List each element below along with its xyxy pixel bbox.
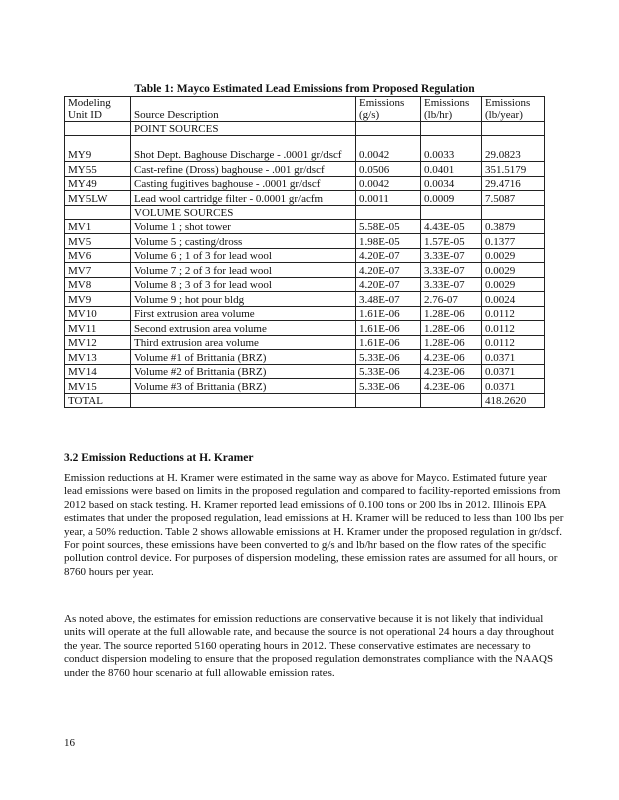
section-heading: 3.2 Emission Reductions at H. Kramer — [64, 452, 254, 464]
emissions-lbyr: 0.0371 — [482, 379, 545, 394]
table-row — [65, 234, 545, 249]
emissions-lbhr: 0.0033 — [421, 136, 482, 162]
emissions-gs: 0.0506 — [356, 162, 421, 177]
table-row — [65, 306, 545, 321]
table-row — [65, 379, 545, 394]
emissions-lbhr: 4.23E-06 — [421, 364, 482, 379]
emissions-gs: 4.20E-07 — [356, 277, 421, 292]
emissions-gs: 1.61E-06 — [356, 335, 421, 350]
emissions-gs: 5.58E-05 — [356, 219, 421, 234]
emissions-lbhr: 2.76-07 — [421, 292, 482, 307]
body-paragraph: As noted above, the estimates for emission reductions are conservative because it is not likely that individual units will operate at the full allowable rate, and because the source is not operational 24 hours a day throughout the year. The source reported 5160 operating hours in 2012. These conservative estimates are necessary to conduct dispersion modeling to ensure that the proposed regulation demonstrates compliance with the NAAQS under the 8760 hour scenario at full allowable emission rates. — [64, 613, 554, 679]
section-label: POINT SOURCES — [131, 122, 356, 136]
table-title: Table 1: Mayco Estimated Lead Emissions from Proposed Regulation — [134, 83, 475, 95]
emissions-lbhr: 4.23E-06 — [421, 350, 482, 365]
emissions-table — [64, 96, 545, 408]
emissions-gs: 1.98E-05 — [356, 234, 421, 249]
emissions-lbyr: 0.0029 — [482, 263, 545, 278]
unit-id: MV15 — [65, 379, 131, 394]
source-description: Volume 9 ; hot pour bldg — [131, 292, 356, 307]
header-source-description: Source Description — [131, 97, 356, 122]
unit-id: MV7 — [65, 263, 131, 278]
table-row — [65, 176, 545, 191]
emissions-lbyr: 0.0112 — [482, 321, 545, 336]
header-unit-id: Modeling Unit ID — [65, 97, 131, 122]
total-emissions-lbyr: 418.2620 — [482, 393, 545, 408]
table-row — [65, 321, 545, 336]
emissions-lbhr: 3.33E-07 — [421, 248, 482, 263]
table-row — [65, 350, 545, 365]
page-number: 16 — [64, 737, 75, 749]
emissions-lbyr: 0.0029 — [482, 248, 545, 263]
table-total-row — [65, 393, 545, 408]
table-header-row — [65, 97, 545, 122]
emissions-lbhr: 1.28E-06 — [421, 335, 482, 350]
unit-id: MV5 — [65, 234, 131, 249]
unit-id: MY5LW — [65, 191, 131, 206]
emissions-lbhr: 3.33E-07 — [421, 263, 482, 278]
source-description: First extrusion area volume — [131, 306, 356, 321]
emissions-lbhr: 0.0401 — [421, 162, 482, 177]
source-description: Volume #3 of Brittania (BRZ) — [131, 379, 356, 394]
emissions-lbhr: 4.43E-05 — [421, 219, 482, 234]
body-paragraph: Emission reductions at H. Kramer were estimated in the same way as above for Mayco. Estimated future year lead emissions were based on limits in the proposed regulation and compared to facility-reported emissions from 2012 based on stack testing. H. Kramer reported lead emissions of 0.100 tons or 200 lbs in 2012. Illinois EPA estimates that under the proposed regulation, lead emissions at H. Kramer will be reduced to less than 100 lbs per year, a 50% reduction. Table 2 shows allowable emissions at H. Kramer under the proposed regulation in gr/dscf. For point sources, these emissions have been converted to g/s and lb/hr based on the flow rates of the specific pollution control device. For purposes of dispersion modeling, these emission rates are assumed for all hours, or 8760 hours per year. — [64, 472, 564, 578]
emissions-lbhr: 0.0034 — [421, 176, 482, 191]
header-emissions-gs: Emissions (g/s) — [356, 97, 421, 122]
emissions-lbyr: 0.0029 — [482, 277, 545, 292]
source-description: Volume 5 ; casting/dross — [131, 234, 356, 249]
header-emissions-lbhr: Emissions (lb/hr) — [421, 97, 482, 122]
table-row — [65, 277, 545, 292]
section-row-point-sources — [65, 122, 545, 136]
table-row — [65, 292, 545, 307]
unit-id: MV6 — [65, 248, 131, 263]
unit-id: MV8 — [65, 277, 131, 292]
emissions-lbyr: 0.0112 — [482, 306, 545, 321]
table-row — [65, 219, 545, 234]
emissions-lbyr: 29.4716 — [482, 176, 545, 191]
emissions-gs: 0.0011 — [356, 191, 421, 206]
table-row — [65, 191, 545, 206]
emissions-lbyr: 29.0823 — [482, 136, 545, 162]
source-description: Volume 8 ; 3 of 3 for lead wool — [131, 277, 356, 292]
unit-id: MY9 — [65, 136, 131, 162]
header-emissions-lbyr: Emissions (lb/year) — [482, 97, 545, 122]
unit-id: MY55 — [65, 162, 131, 177]
emissions-gs: 4.20E-07 — [356, 248, 421, 263]
emissions-gs: 5.33E-06 — [356, 364, 421, 379]
emissions-lbyr: 0.0371 — [482, 364, 545, 379]
emissions-gs: 1.61E-06 — [356, 321, 421, 336]
emissions-lbyr: 0.0024 — [482, 292, 545, 307]
emissions-lbhr: 0.0009 — [421, 191, 482, 206]
emissions-lbhr: 1.28E-06 — [421, 321, 482, 336]
table-row — [65, 162, 545, 177]
unit-id: MV1 — [65, 219, 131, 234]
emissions-lbyr: 0.0371 — [482, 350, 545, 365]
unit-id: MV9 — [65, 292, 131, 307]
table-row — [65, 364, 545, 379]
emissions-gs: 0.0042 — [356, 176, 421, 191]
source-description: Volume 1 ; shot tower — [131, 219, 356, 234]
emissions-lbhr: 1.57E-05 — [421, 234, 482, 249]
emissions-lbyr: 0.1377 — [482, 234, 545, 249]
emissions-lbyr: 0.0112 — [482, 335, 545, 350]
emissions-lbyr: 351.5179 — [482, 162, 545, 177]
emissions-lbyr: 7.5087 — [482, 191, 545, 206]
unit-id: MY49 — [65, 176, 131, 191]
unit-id: MV13 — [65, 350, 131, 365]
source-description: Lead wool cartridge filter - 0.0001 gr/acfm — [131, 191, 356, 206]
emissions-lbhr: 3.33E-07 — [421, 277, 482, 292]
total-label: TOTAL — [65, 393, 131, 408]
source-description: Volume 6 ; 1 of 3 for lead wool — [131, 248, 356, 263]
source-description: Third extrusion area volume — [131, 335, 356, 350]
table-row — [65, 335, 545, 350]
source-description: Second extrusion area volume — [131, 321, 356, 336]
source-description: Volume #2 of Brittania (BRZ) — [131, 364, 356, 379]
emissions-lbyr: 0.3879 — [482, 219, 545, 234]
source-description: Cast-refine (Dross) baghouse - .001 gr/dscf — [131, 162, 356, 177]
emissions-gs: 5.33E-06 — [356, 350, 421, 365]
section-row-volume-sources — [65, 205, 545, 219]
emissions-gs: 4.20E-07 — [356, 263, 421, 278]
unit-id: MV14 — [65, 364, 131, 379]
source-description: Shot Dept. Baghouse Discharge - .0001 gr/dscf — [131, 136, 356, 162]
emissions-lbhr: 4.23E-06 — [421, 379, 482, 394]
emissions-gs: 1.61E-06 — [356, 306, 421, 321]
emissions-gs: 5.33E-06 — [356, 379, 421, 394]
source-description: Casting fugitives baghouse - .0001 gr/dscf — [131, 176, 356, 191]
emissions-gs: 3.48E-07 — [356, 292, 421, 307]
unit-id: MV12 — [65, 335, 131, 350]
source-description: Volume #1 of Brittania (BRZ) — [131, 350, 356, 365]
table-row — [65, 136, 545, 162]
table-row — [65, 263, 545, 278]
section-label: VOLUME SOURCES — [131, 205, 356, 219]
emissions-gs: 0.0042 — [356, 136, 421, 162]
table-row — [65, 248, 545, 263]
source-description: Volume 7 ; 2 of 3 for lead wool — [131, 263, 356, 278]
unit-id: MV10 — [65, 306, 131, 321]
unit-id: MV11 — [65, 321, 131, 336]
emissions-lbhr: 1.28E-06 — [421, 306, 482, 321]
